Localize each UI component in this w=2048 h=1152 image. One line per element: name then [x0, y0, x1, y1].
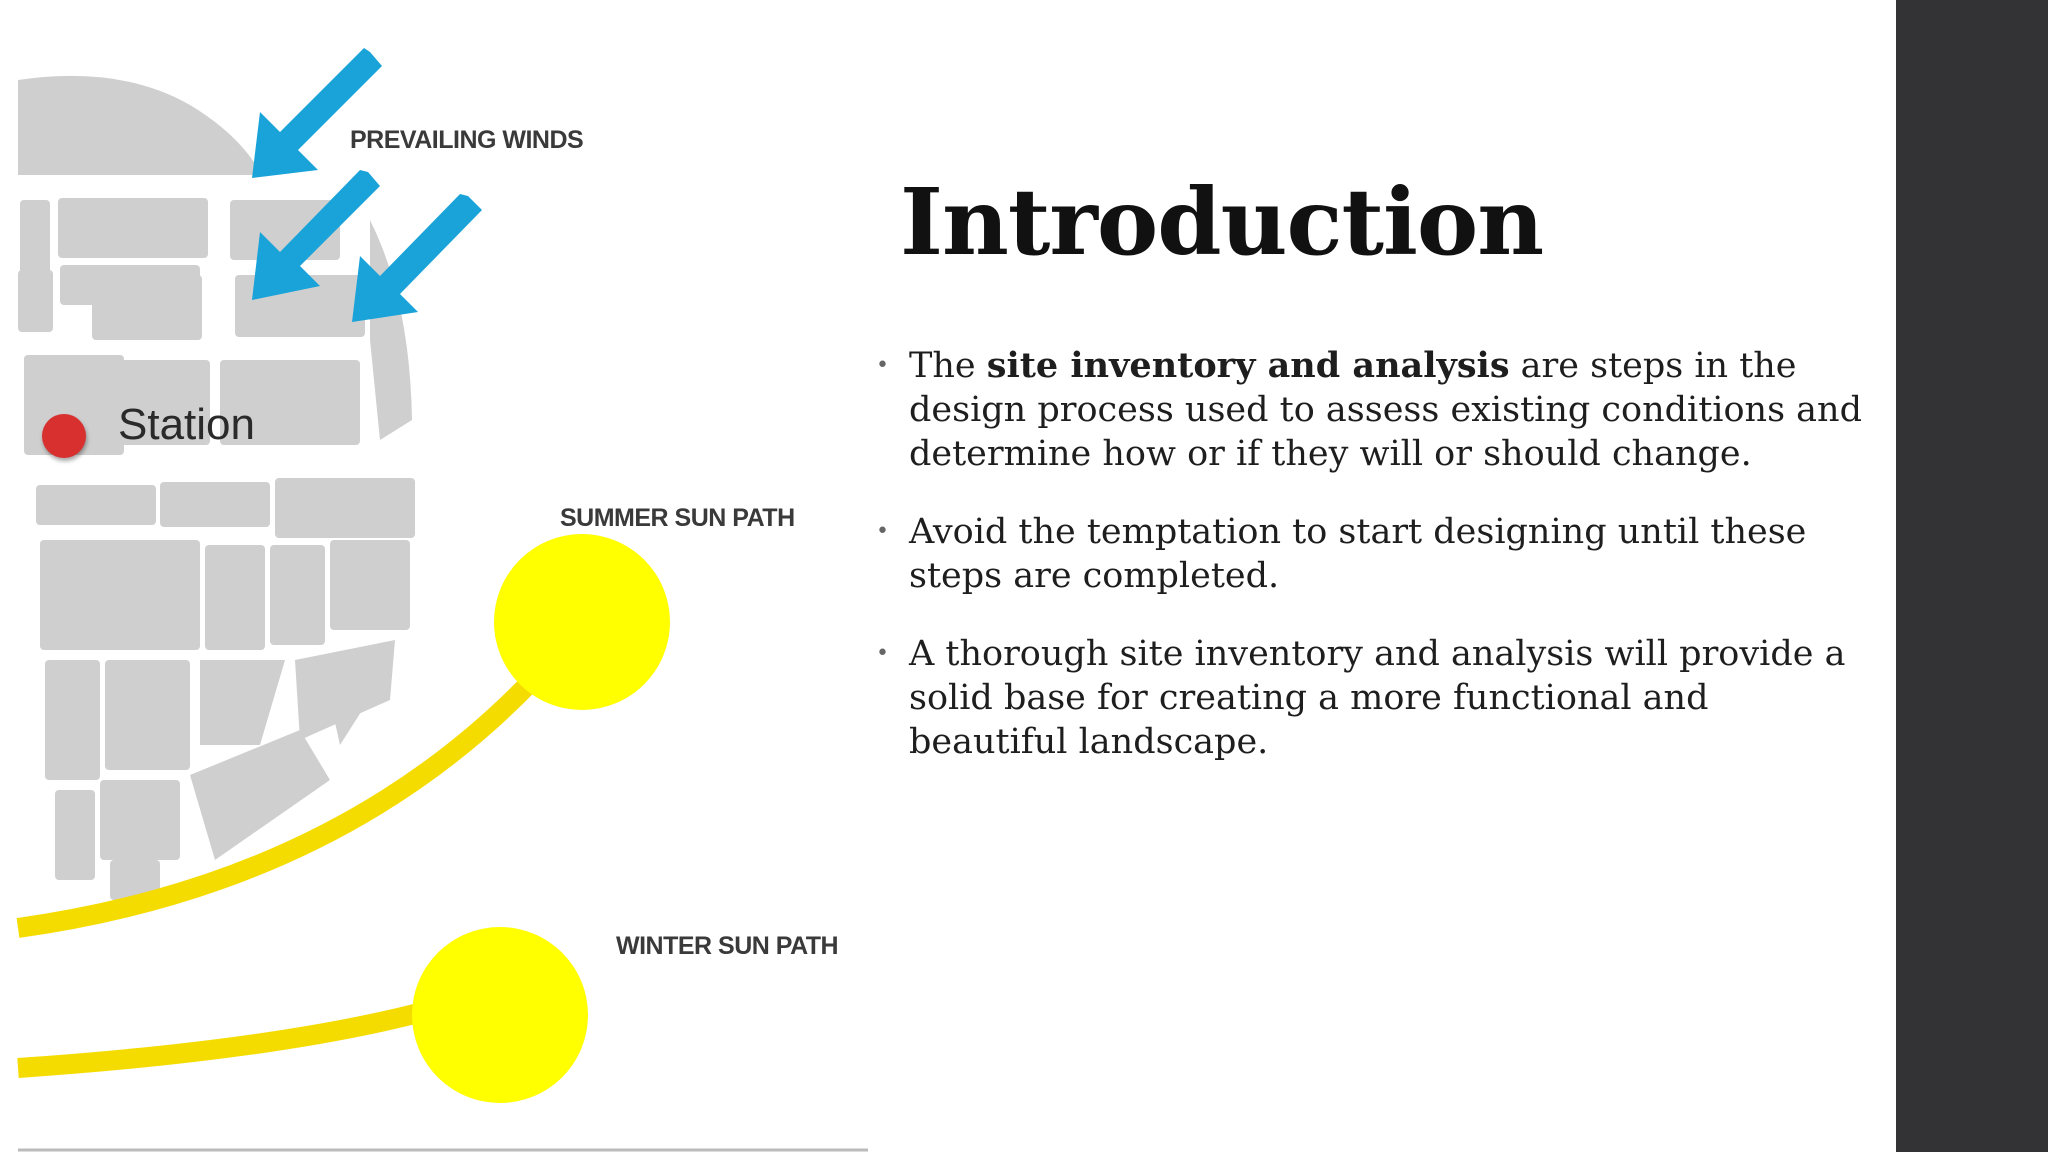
right-sidebar-panel	[1896, 0, 2048, 1152]
bullet-item	[876, 344, 1876, 476]
wind-arrows	[252, 48, 482, 322]
prevailing-winds-label: PREVAILING WINDS	[350, 126, 584, 154]
bullet-icon: •	[876, 353, 889, 378]
bullet-text-post: are steps in the design process used to assess existing conditions and determine how or if they will or should change.	[909, 346, 1862, 474]
bullet-item	[876, 510, 1876, 598]
bullet-text-bold: site inventory and analysis	[986, 345, 1510, 386]
winter-sun	[412, 927, 588, 1103]
bullet-text: Avoid the temptation to start designing until these steps are completed.	[909, 512, 1807, 596]
station-marker-icon	[42, 414, 86, 458]
bullet-list	[876, 344, 1876, 798]
slide-title: Introduction	[900, 168, 1544, 276]
summer-sun	[494, 534, 670, 710]
bullet-text-pre: The	[909, 346, 987, 386]
winter-sun-path-label: WINTER SUN PATH	[616, 932, 839, 960]
bullet-icon: •	[876, 641, 889, 666]
bullet-text: A thorough site inventory and analysis will provide a solid base for creating a more functional and beautiful landscape.	[909, 634, 1846, 762]
bullet-icon: •	[876, 519, 889, 544]
site-analysis-diagram	[0, 0, 880, 1152]
site-map-graphic	[0, 0, 880, 1152]
summer-sun-path-label: SUMMER SUN PATH	[560, 504, 795, 532]
winter-sun-path	[18, 1010, 430, 1068]
bullet-item	[876, 632, 1876, 764]
station-label: Station	[118, 400, 255, 449]
